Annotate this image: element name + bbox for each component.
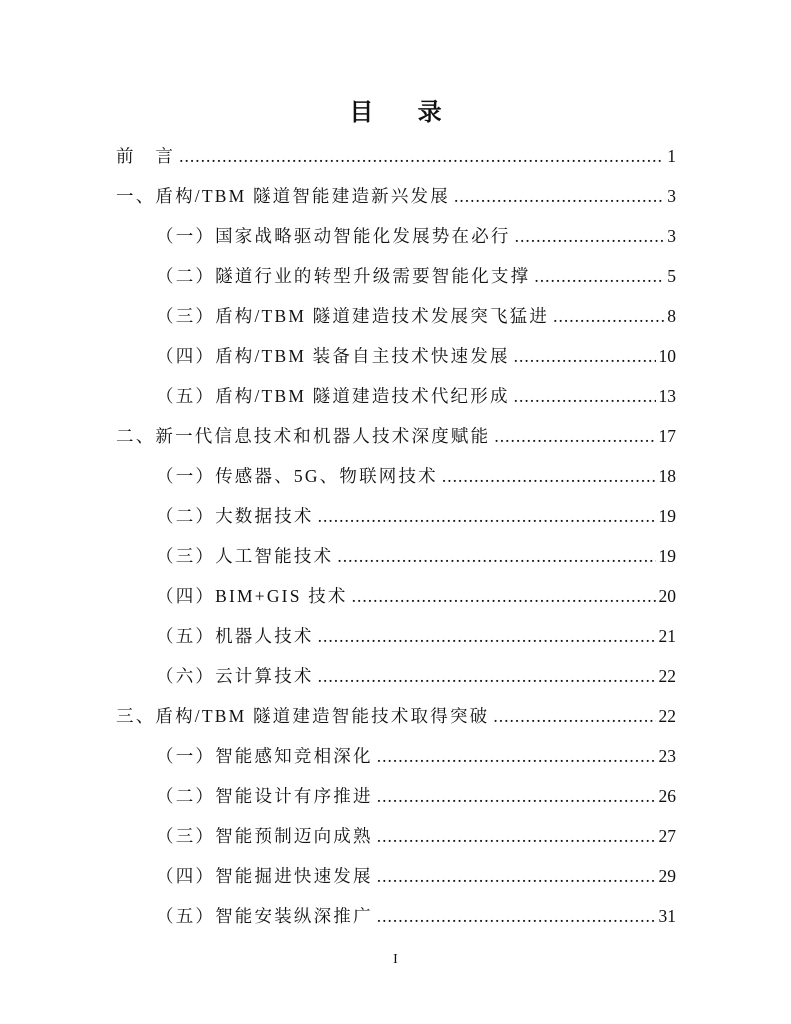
toc-entry-3-1[interactable] bbox=[0, 735, 791, 775]
toc-entry-2-5[interactable] bbox=[0, 615, 791, 655]
toc-page-number: 20 bbox=[658, 585, 676, 606]
toc-leader bbox=[377, 866, 656, 887]
toc-page-number: 19 bbox=[658, 505, 676, 526]
toc-leader bbox=[318, 626, 656, 647]
toc-entry-1-1[interactable] bbox=[0, 215, 791, 255]
toc-entry-chapter-3[interactable] bbox=[0, 695, 791, 735]
toc-label: （六）云计算技术 bbox=[156, 665, 314, 686]
toc-leader bbox=[442, 466, 656, 487]
toc-page-number: 10 bbox=[658, 345, 676, 366]
toc-label: 一、盾构/TBM 隧道智能建造新兴发展 bbox=[116, 185, 450, 206]
toc-leader bbox=[377, 906, 656, 927]
toc-entry-chapter-2[interactable] bbox=[0, 415, 791, 455]
toc-page-number: 29 bbox=[658, 865, 676, 886]
toc-leader bbox=[494, 426, 655, 447]
toc-entry-3-4[interactable] bbox=[0, 855, 791, 895]
toc-entry-2-6[interactable] bbox=[0, 655, 791, 695]
toc-entry-2-3[interactable] bbox=[0, 535, 791, 575]
toc-leader bbox=[514, 346, 656, 367]
toc-leader bbox=[515, 226, 665, 247]
footer-page-number: I bbox=[393, 952, 398, 967]
toc-page-number: 3 bbox=[667, 225, 676, 246]
toc-entry-1-2[interactable] bbox=[0, 255, 791, 295]
toc-label: （四）盾构/TBM 装备自主技术快速发展 bbox=[156, 345, 510, 366]
toc-label: （四）BIM+GIS 技术 bbox=[156, 585, 348, 606]
toc-page-number: 17 bbox=[658, 425, 676, 446]
toc-entry-3-3[interactable] bbox=[0, 815, 791, 855]
toc-page-number: 18 bbox=[658, 465, 676, 486]
toc-entry-3-2[interactable] bbox=[0, 775, 791, 815]
toc-leader bbox=[377, 786, 656, 807]
toc-entry-1-3[interactable] bbox=[0, 295, 791, 335]
toc-page-number: 27 bbox=[658, 825, 676, 846]
toc-page-number: 1 bbox=[667, 145, 676, 166]
toc-label: （二）智能设计有序推进 bbox=[156, 785, 373, 806]
toc-page-number: 19 bbox=[658, 545, 676, 566]
toc-leader bbox=[377, 826, 656, 847]
toc-page-number: 13 bbox=[658, 385, 676, 406]
toc-entry-3-5[interactable] bbox=[0, 895, 791, 935]
toc-leader bbox=[318, 666, 656, 687]
toc-leader bbox=[352, 586, 656, 607]
toc-leader bbox=[179, 146, 664, 167]
toc-leader bbox=[553, 306, 664, 327]
toc-entry-preface[interactable] bbox=[0, 135, 791, 175]
toc-leader bbox=[493, 706, 655, 727]
toc-entry-2-1[interactable] bbox=[0, 455, 791, 495]
toc-label: （一）国家战略驱动智能化发展势在必行 bbox=[156, 225, 511, 246]
toc-page-number: 5 bbox=[667, 265, 676, 286]
toc-label: （五）智能安装纵深推广 bbox=[156, 905, 373, 926]
toc-label: （三）盾构/TBM 隧道建造技术发展突飞猛进 bbox=[156, 305, 550, 326]
toc-leader bbox=[534, 266, 664, 287]
toc-leader bbox=[377, 746, 656, 767]
page-title: 目 录 bbox=[349, 98, 460, 126]
toc-page-number: 21 bbox=[658, 625, 676, 646]
toc-page-number: 26 bbox=[658, 785, 676, 806]
toc-leader bbox=[514, 386, 656, 407]
toc-label: （三）智能预制迈向成熟 bbox=[156, 825, 373, 846]
toc-page-number: 22 bbox=[658, 665, 676, 686]
toc-page-number: 31 bbox=[658, 905, 676, 926]
toc-label: （三）人工智能技术 bbox=[156, 545, 334, 566]
toc-entry-2-2[interactable] bbox=[0, 495, 791, 535]
toc-label: 二、新一代信息技术和机器人技术深度赋能 bbox=[116, 425, 491, 446]
toc-page-number: 8 bbox=[667, 305, 676, 326]
toc-label: （一）传感器、5G、物联网技术 bbox=[156, 465, 438, 486]
toc-page-number: 3 bbox=[667, 185, 676, 206]
toc-label: （四）智能掘进快速发展 bbox=[156, 865, 373, 886]
toc-label: （五）机器人技术 bbox=[156, 625, 314, 646]
toc-entry-2-4[interactable] bbox=[0, 575, 791, 615]
toc-label: （二）大数据技术 bbox=[156, 505, 314, 526]
toc-label: （一）智能感知竞相深化 bbox=[156, 745, 373, 766]
toc-leader bbox=[454, 186, 664, 207]
toc-entry-chapter-1[interactable] bbox=[0, 175, 791, 215]
toc-label: （二）隧道行业的转型升级需要智能化支撑 bbox=[156, 265, 531, 286]
toc-page-number: 23 bbox=[658, 745, 676, 766]
toc-leader bbox=[318, 506, 656, 527]
toc-label: 前 言 bbox=[116, 145, 176, 166]
toc-label: 三、盾构/TBM 隧道建造智能技术取得突破 bbox=[116, 705, 490, 726]
toc-entry-1-4[interactable] bbox=[0, 335, 791, 375]
toc-leader bbox=[337, 546, 655, 567]
toc-entry-1-5[interactable] bbox=[0, 375, 791, 415]
toc-page-number: 22 bbox=[658, 705, 676, 726]
toc-label: （五）盾构/TBM 隧道建造技术代纪形成 bbox=[156, 385, 510, 406]
